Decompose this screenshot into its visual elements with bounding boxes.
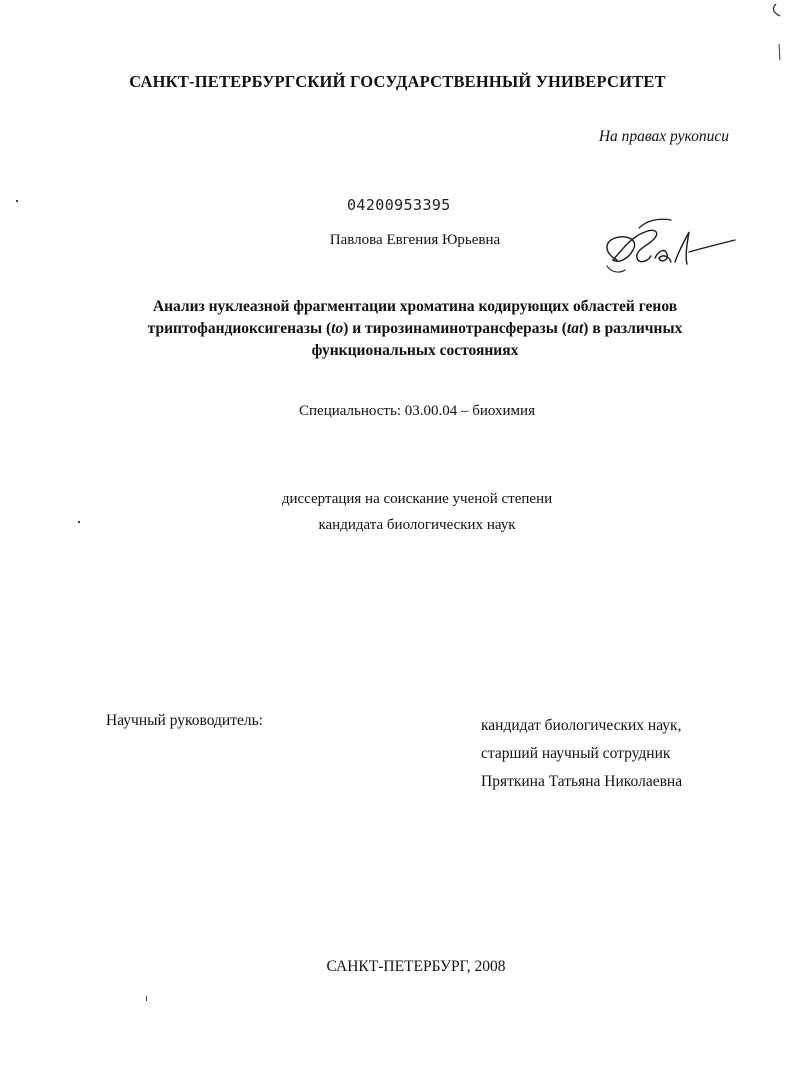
dissertation-title xyxy=(100,296,730,362)
scan-artifact-mark xyxy=(762,0,792,70)
specialty: Специальность: 03.00.04 – биохимия xyxy=(299,403,535,419)
author-name: Павлова Евгения Юрьевна xyxy=(329,232,501,248)
dissertation-degree xyxy=(0,486,795,538)
city-year: САНКТ-ПЕТЕРБУРГ, 2008 xyxy=(326,958,506,975)
scan-dot xyxy=(78,521,80,523)
title-line-1: Анализ нуклеазной фрагментации хроматина кодирующих областей генов xyxy=(152,298,678,315)
university-name: САНКТ-ПЕТЕРБУРГСКИЙ ГОСУДАРСТВЕННЫЙ УНИВЕРСИТЕТ xyxy=(129,72,666,91)
supervisor-position: старший научный сотрудник xyxy=(481,745,671,762)
scan-dot xyxy=(146,996,147,1001)
signature-image xyxy=(595,214,740,284)
supervisor-name: Пряткина Татьяна Николаевна xyxy=(481,773,683,790)
rights-note: На правах рукописи xyxy=(598,128,729,145)
supervisor-label: Научный руководитель: xyxy=(106,712,263,729)
title-line-2: триптофандиоксигеназы (to) и тирозинаминотрансферазы (tat) в различных xyxy=(147,320,683,337)
degree-line-1: диссертация на соискание ученой степени xyxy=(281,491,553,507)
title-line-3: функциональных состояниях xyxy=(311,342,519,359)
registration-number: 04200953395 xyxy=(347,196,451,214)
scan-dot xyxy=(16,200,18,202)
gene-to: to xyxy=(331,320,344,337)
gene-tat: tat xyxy=(566,320,584,337)
degree-line-2: кандидата биологических наук xyxy=(318,517,516,533)
supervisor-degree: кандидат биологических наук, xyxy=(481,717,682,734)
supervisor-info xyxy=(481,712,682,796)
